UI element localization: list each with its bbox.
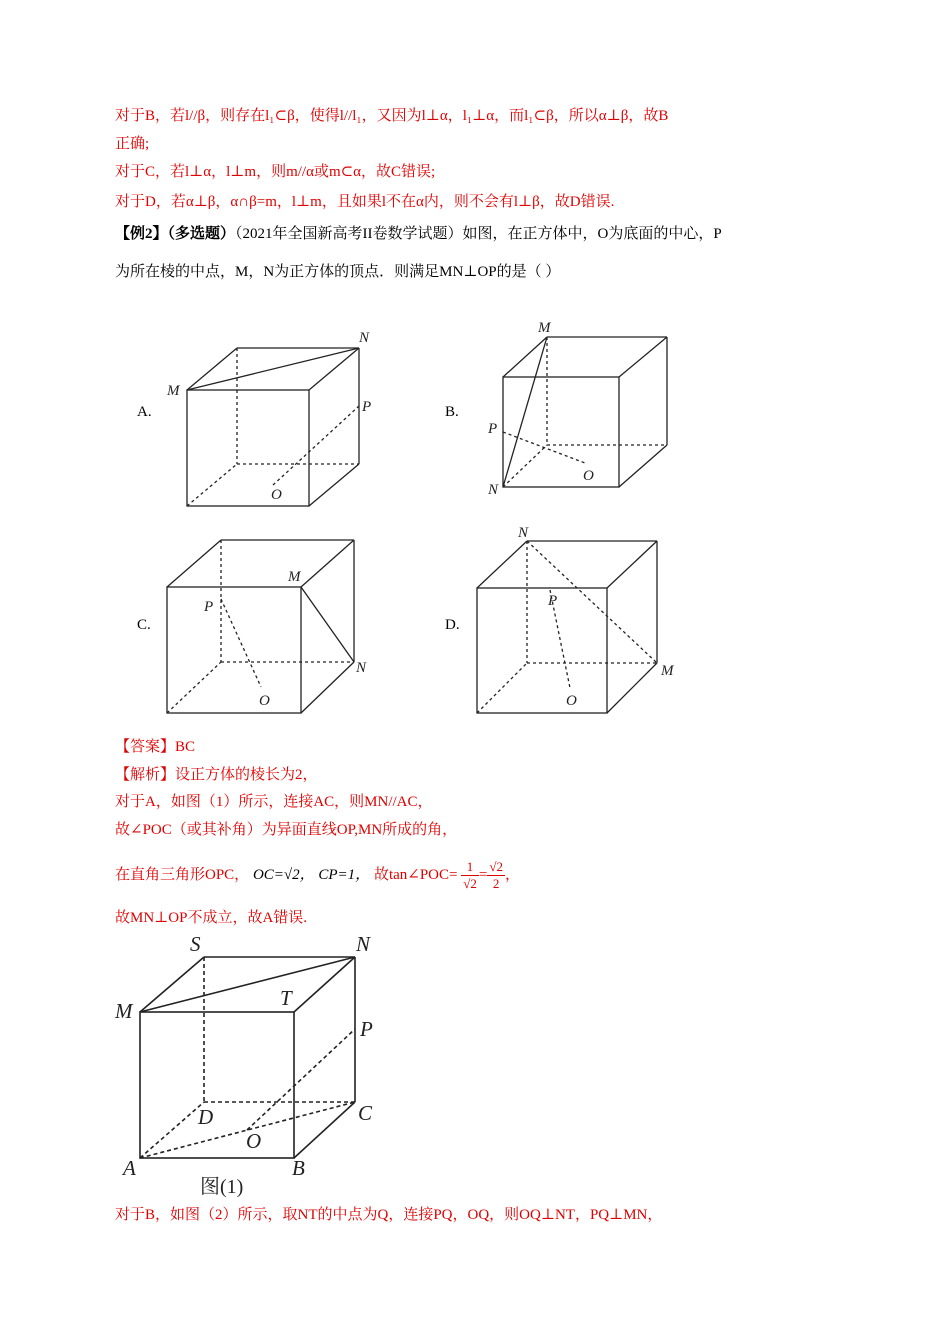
solution-line-3: 故∠POC（或其补角）为异面直线OP,MN所成的角， [115, 822, 458, 838]
example-text2: 为所在棱的中点，M，N为正方体的顶点．则满足MN⊥OP的是（ ） [115, 264, 561, 280]
fig1-label-m: M [115, 999, 133, 1023]
option-a-cube [167, 325, 380, 520]
label-m: M [288, 569, 301, 585]
fig1-label-o: O [246, 1129, 262, 1153]
label-n: N [488, 482, 499, 498]
solution-line-4 [115, 855, 520, 895]
option-c-label: C. [137, 617, 151, 633]
analysis-line-c: 对于C，若l⊥α，l⊥m，则m//α或m⊂α，故C错误; [115, 164, 436, 180]
analysis-line-b: 对于B，若l//β，则存在l₁⊂β，使得l//l₁，又因为l⊥α，l₁⊥α，而l₁⊂β，所以α⊥β，故B [115, 108, 669, 124]
figure-1-caption: 图(1) [200, 1176, 244, 1198]
option-d-cube [470, 522, 690, 727]
label-p: P [204, 599, 214, 615]
example-tag: 【例2】 [115, 226, 168, 242]
label-n: N [359, 330, 370, 346]
option-a-label: A. [137, 404, 152, 420]
solution-line-1 [115, 765, 318, 785]
label-m: M [661, 663, 674, 679]
label-p: P [548, 593, 558, 609]
option-d-label: D. [445, 617, 460, 633]
fig1-label-s: S [190, 932, 201, 956]
fig1-label-n: N [356, 932, 371, 956]
label-o: O [566, 693, 577, 709]
label-n: N [356, 660, 367, 676]
option-b-label: B. [445, 404, 459, 420]
answer-line [115, 737, 195, 757]
label-p: P [488, 421, 498, 437]
example-type: （多选题） [167, 226, 236, 242]
example-source: （2021年全国新高考II卷数学试题） [235, 226, 463, 242]
label-n: N [518, 525, 529, 541]
solution-line-5: 故MN⊥OP不成立，故A错误. [115, 910, 308, 926]
solution-label: 【解析】 [115, 767, 176, 783]
label-p: P [362, 399, 372, 415]
answer-value: BC [175, 739, 196, 755]
example-header [115, 224, 722, 244]
label-m: M [538, 320, 551, 336]
solution-4-end: ， [504, 867, 520, 883]
fraction-2: $\frac{√2}{2}$ [489, 859, 503, 892]
analysis-line-b-cont: 正确; [115, 136, 150, 152]
label-m: M [167, 383, 180, 399]
solution-text-1: 设正方体的棱长为2， [175, 767, 318, 783]
solution-4c: CP=1， [318, 867, 371, 883]
fig1-label-b: B [292, 1156, 305, 1180]
solution-4b: OC=√2， [252, 867, 315, 883]
fig1-label-a: A [123, 1156, 136, 1180]
example-text1: 如图，在正方体中，O为底面的中心，P [462, 226, 722, 242]
analysis-line-d: 对于D，若α⊥β，α∩β=m，l⊥m，且如果l不在α内，则不会有l⊥β，故D错误. [115, 194, 615, 210]
solution-4d: 故tan∠POC= [373, 867, 458, 883]
solution-4a: 在直角三角形OPC， [115, 867, 250, 883]
option-b-cube [480, 318, 680, 503]
equals-sign: = [478, 867, 488, 883]
option-c-cube [160, 535, 380, 725]
answer-label: 【答案】 [115, 739, 176, 755]
label-o: O [271, 487, 282, 503]
fraction-1: $\frac{1}{√2}$ [463, 859, 477, 892]
label-o: O [583, 468, 594, 484]
solution-line-2: 对于A，如图（1）所示，连接AC，则MN//AC， [115, 794, 433, 810]
fig1-label-d: D [198, 1105, 214, 1129]
fig1-label-c: C [358, 1101, 373, 1125]
figure-1 [110, 930, 400, 1205]
solution-line-6: 对于B，如图（2）所示，取NT的中点为Q，连接PQ，OQ，则OQ⊥NT，PQ⊥MN， [115, 1207, 663, 1223]
fig1-label-p: P [360, 1017, 373, 1041]
fig1-label-t: T [280, 986, 292, 1010]
label-o: O [259, 693, 270, 709]
